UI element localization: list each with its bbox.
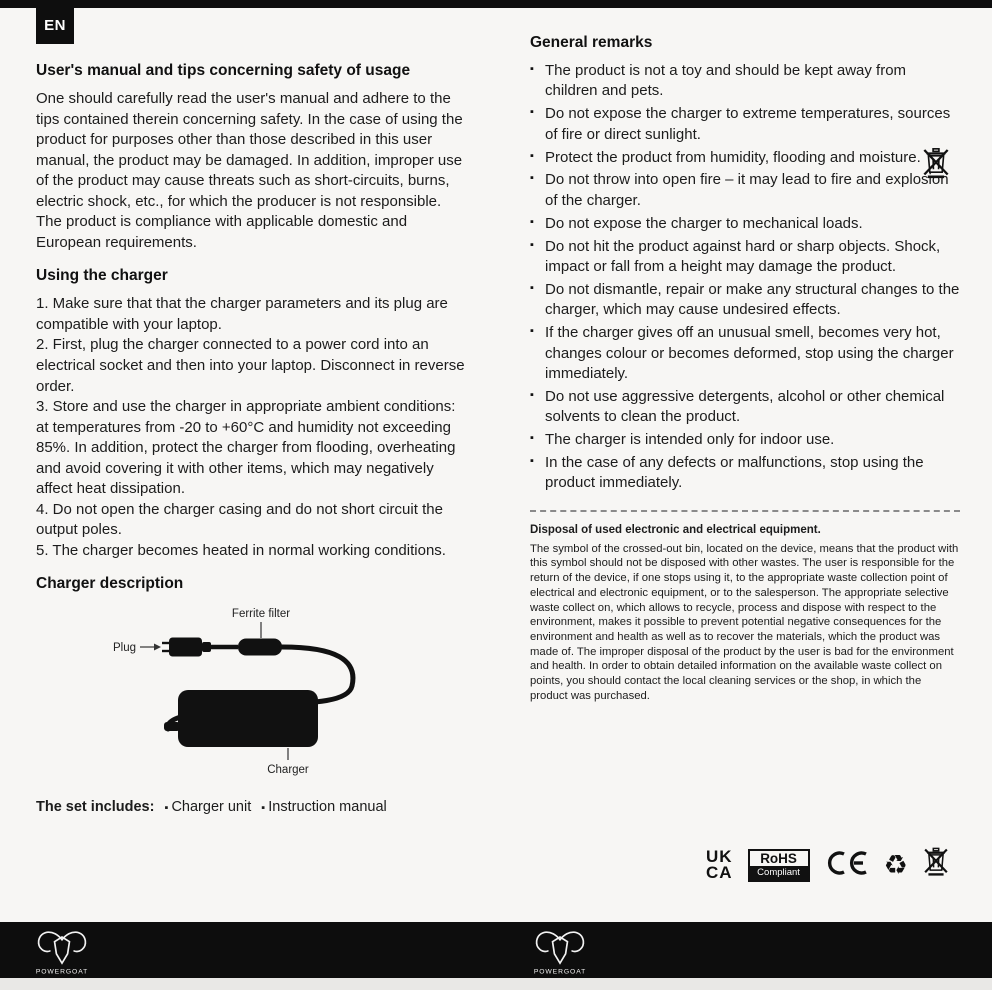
remark-item: ▪ Do not throw into open fire – it may lead to fire and explosion of the charger. <box>530 170 960 211</box>
charger-step: 3. Store and use the charger in appropriate ambient conditions: at temperatures from -20 to +60°C and humidity not exceeding 85%. In addition, protect the charger from flooding, overheating and avoid covering it with other items, which may negatively affect heat dissipation. <box>36 398 456 498</box>
goat-horn-right <box>62 932 85 951</box>
top-black-bar <box>0 0 992 8</box>
charger-step: 2. First, plug the charger connected to a power cord into an electrical socket and then into your laptop. Disconnect in reverse order. <box>36 336 465 395</box>
certification-marks <box>706 846 958 884</box>
set-item-instruction-manual: ▪ Instruction manual <box>261 799 386 815</box>
ce-mark-icon <box>825 850 869 881</box>
rohs-compliant-label: Compliant <box>750 866 808 880</box>
remark-item: ▪ In the case of any defects or malfunctions, stop using the product immediately. <box>530 453 960 494</box>
ukca-bottom: CA <box>706 863 733 882</box>
charger-diagram <box>36 602 468 785</box>
heading-charger-description: Charger description <box>36 575 184 593</box>
footer-black-bar <box>0 922 992 978</box>
ferrite-filter-icon <box>238 639 282 656</box>
disposal-heading: Disposal of used electronic and electrical equipment. <box>530 523 821 536</box>
remark-item: ▪ The charger is intended only for indoor use. <box>530 430 960 450</box>
heading-using-charger: Using the charger <box>36 267 168 285</box>
set-includes-line <box>36 799 468 815</box>
heading-usage-safety: User's manual and tips concerning safety of usage <box>36 62 411 79</box>
dashed-divider <box>530 510 960 512</box>
remark-item: ▪ Protect the product from humidity, flooding and moisture. <box>530 148 960 168</box>
goat-horn-left <box>39 932 62 951</box>
goat-horn-right <box>560 932 583 951</box>
language-badge-label: EN <box>44 16 66 34</box>
language-badge <box>36 6 74 44</box>
remark-item: ▪ Do not hit the product against hard or sharp objects. Shock, impact or fall from a height may damage the product. <box>530 237 960 278</box>
rohs-mark <box>748 849 810 882</box>
right-column <box>530 34 960 703</box>
powergoat-wordmark: POWERGOAT <box>533 968 587 976</box>
powergoat-logo <box>532 925 588 982</box>
ukca-mark <box>706 846 733 882</box>
charger-step: 5. The charger becomes heated in normal working conditions. <box>36 541 446 559</box>
goat-face <box>553 937 568 963</box>
charger-diagram-svg <box>36 602 466 780</box>
charger-step: 4. Do not open the charger casing and do not short circuit the output poles. <box>36 500 443 539</box>
charger-label: Charger <box>267 764 309 777</box>
powergoat-wordmark: POWERGOAT <box>35 968 89 976</box>
remark-item: ▪ Do not expose the charger to extreme temperatures, sources of fire or direct sunlight. <box>530 104 960 145</box>
general-remarks-list <box>530 61 960 494</box>
recycling-symbol-icon: ♻ <box>883 849 908 881</box>
powergoat-logo <box>34 925 90 982</box>
remark-item: ▪ Do not dismantle, repair or make any structural changes to the charger, which may cause undesired effects. <box>530 280 960 321</box>
heading-general-remarks: General remarks <box>530 34 653 51</box>
charger-body-icon <box>178 690 318 747</box>
intro-paragraph: One should carefully read the user's manual and adhere to the tips contained therein concerning safety. In the case of using the product for purposes other than those described in this user manual, the product may be damaged. In addition, improper use of the product may cause threats such as short-circuits, burns, electric shock, etc., for which the producer is not responsible. The product is compliance with applicable domestic and European requirements. <box>36 90 463 251</box>
left-column <box>36 62 468 815</box>
remark-item: ▪ If the charger gives off an unusual smell, becomes very hot, changes colour or becomes deformed, stop using the charger immediately. <box>530 323 960 384</box>
remark-item: ▪ Do not expose the charger to mechanical loads. <box>530 214 960 234</box>
plug-icon <box>162 638 211 657</box>
charger-strain-relief <box>164 722 180 731</box>
weee-bin-icon-large <box>923 846 949 884</box>
bottom-paper-strip <box>0 978 992 990</box>
ukca-top: UK <box>706 846 733 866</box>
set-includes-label: The set includes: <box>36 799 155 816</box>
set-item-charger-unit: ▪ Charger unit <box>164 799 251 815</box>
plug-leader-arrow <box>154 644 161 651</box>
remark-item: ▪ Do not use aggressive detergents, alcohol or other chemical solvents to clean the product. <box>530 387 960 428</box>
ferrite-filter-label: Ferrite filter <box>231 608 291 621</box>
goat-horn-left <box>537 932 560 951</box>
rohs-label: RoHS <box>760 850 797 866</box>
charger-step: 1. Make sure that that the charger parameters and its plug are compatible with your laptop. <box>36 295 448 333</box>
weee-bin-icon-small <box>922 146 950 187</box>
plug-label: Plug <box>112 642 136 655</box>
disposal-paragraph: The symbol of the crossed-out bin, located on the device, means that the product with this symbol should not be disposed with other wastes. The user is responsible for the return of the device, if one stops using it, to the appropriate waste collection point of electrical and electronic equipment, or to the salesperson. The appropriate selective waste collect on, which allows to recycle, process and dispose with respect to the environment, makes it possible to prevent potential negative consequences for the environment and health as well as to recover the materials, which the product was made of. The improper disposal of the product by the user is bad for the environment and health. In order to obtain detailed information on the available waste collect on points, you should contact the local cleaning services or the shop, in which the product was purchased. <box>530 542 959 702</box>
remark-item: ▪ The product is not a toy and should be kept away from children and pets. <box>530 61 960 102</box>
charger-steps-list <box>36 294 468 561</box>
goat-face <box>55 937 70 963</box>
